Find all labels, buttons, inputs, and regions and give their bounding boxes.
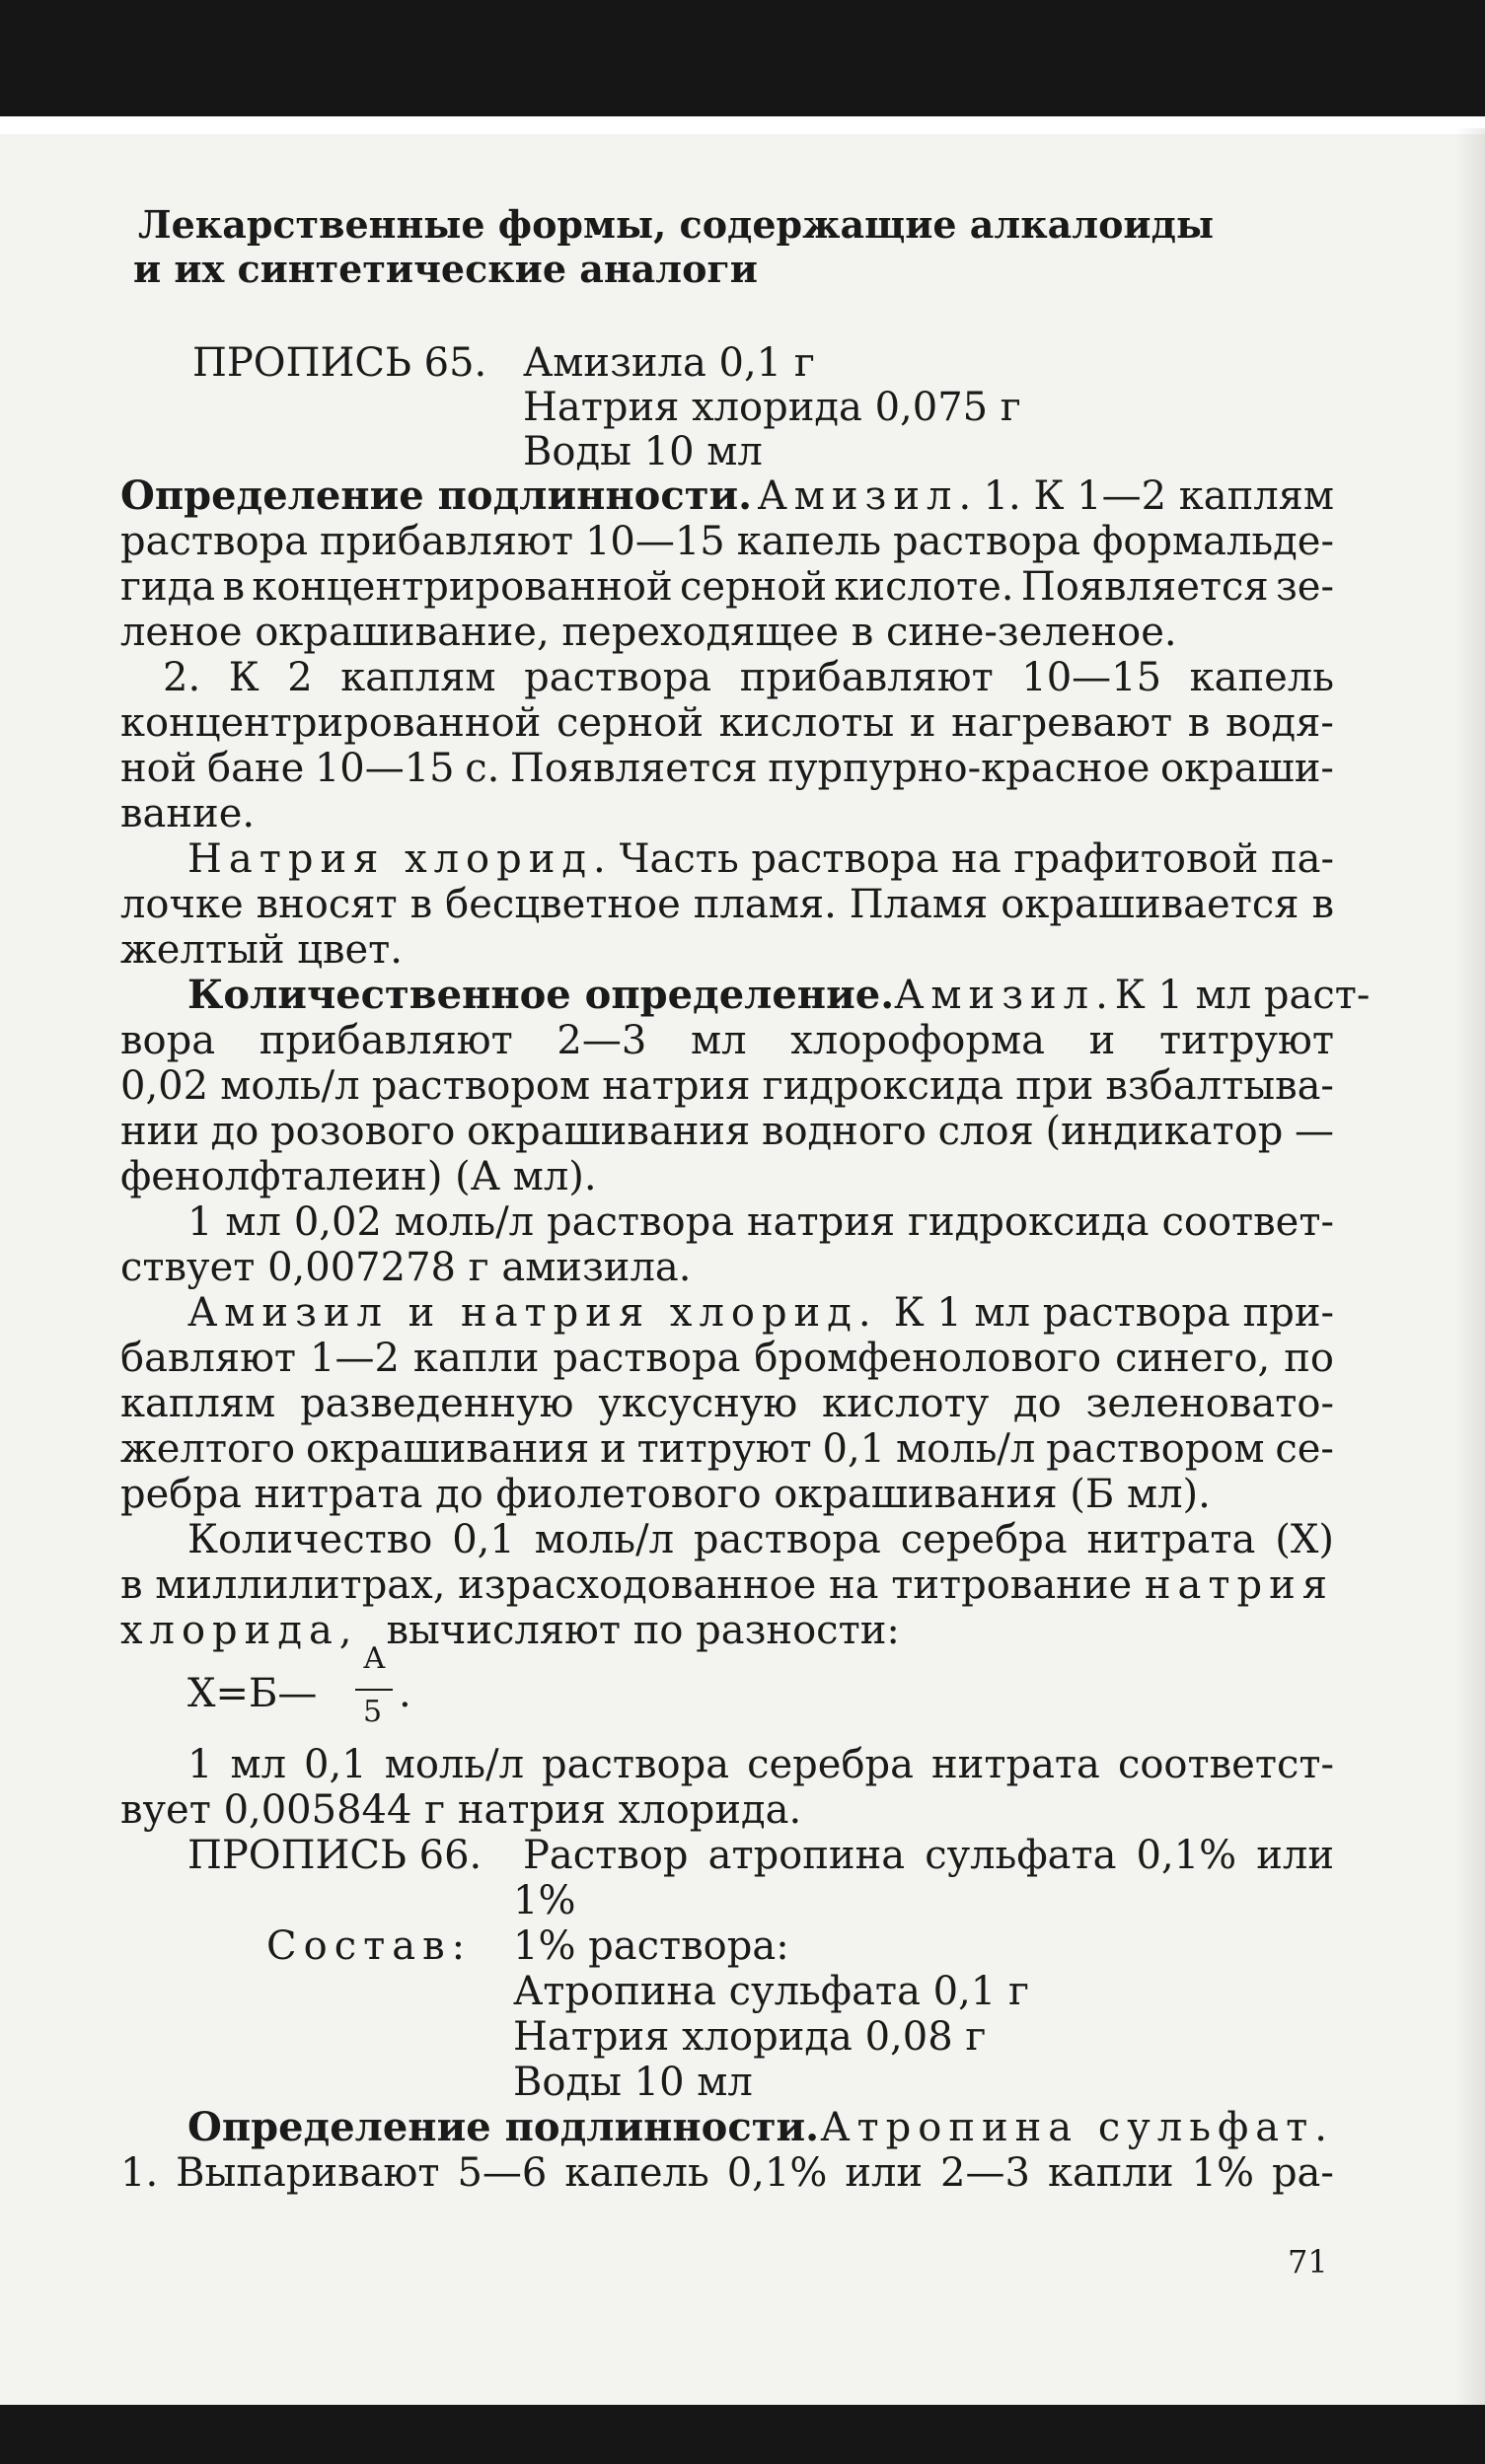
text-line: ствует 0,007278 г амизила. (120, 1245, 692, 1290)
word: пурпурно-красное (768, 746, 1151, 791)
text-line (163, 655, 1334, 700)
word: бромфенолового (754, 1336, 1102, 1381)
word: Пламя (849, 882, 989, 927)
text-line (187, 1742, 1334, 1787)
word: водного (761, 1109, 927, 1154)
text-line (120, 564, 1334, 610)
word: при (1015, 1063, 1094, 1109)
word: в (1187, 700, 1211, 746)
word: титруют (1158, 1018, 1334, 1063)
word: раствора (693, 1517, 881, 1562)
scan-border-top (0, 0, 1485, 128)
text-fragment-spaced: хлорида, (120, 1608, 359, 1653)
word: в (222, 564, 245, 610)
auth-title: Определение подлинности. (120, 472, 753, 519)
rx66-ingredient-1: Атропина сульфата 0,1 г (513, 1969, 1029, 2014)
rx66-title-line-2: 1% (513, 1878, 576, 1923)
text-line: леное окрашивание, переходящее в сине-зеленое. (120, 610, 1177, 655)
quant-title: Количественное определение. (187, 972, 895, 1018)
rx65-ingredient-2: Натрия хлорида 0,075 г (523, 385, 1021, 430)
word: серебра (747, 1742, 914, 1787)
word: до (1013, 1381, 1062, 1426)
word: раствором (1046, 1426, 1265, 1472)
text-fragment: К 1 мл раствора при- (893, 1290, 1334, 1336)
auth-subject: Амизил. (757, 473, 979, 519)
composition-head: 1% раствора: (513, 1923, 789, 1969)
section-heading-line-1: Лекарственные формы, содержащие алкалоиды (138, 202, 1215, 247)
word: 1. (120, 2150, 159, 2196)
word: нитрата (1086, 1517, 1256, 1562)
word: натрия (746, 1199, 896, 1245)
word: водя- (1225, 700, 1334, 746)
rx66-label: ПРОПИСЬ 66. (187, 1833, 483, 1878)
text-fragment: К 1 мл раст- (1114, 973, 1371, 1018)
word: капли (1047, 2150, 1174, 2196)
text-line (120, 473, 1334, 519)
text-line (120, 1562, 1334, 1608)
word: Появляется (509, 746, 758, 791)
word: розового (270, 1109, 456, 1154)
word: и (909, 700, 936, 746)
text-line (120, 1109, 1334, 1154)
text-line (120, 700, 1334, 746)
text-fragment: в миллилитрах, израсходованное на титрование (120, 1562, 1133, 1608)
word: раствора (893, 519, 1081, 564)
word: раствора (542, 1742, 730, 1787)
word: слоя (937, 1109, 1034, 1154)
word: (индикатор (1045, 1109, 1284, 1154)
word: раствором (371, 1063, 591, 1109)
text-line (120, 1063, 1334, 1109)
text-line: фенолфталеин) (А мл). (120, 1154, 597, 1199)
word: и (1088, 1018, 1116, 1063)
text-line (120, 1426, 1334, 1472)
word: 1% (1191, 2150, 1254, 2196)
word: бесцветное (445, 882, 681, 927)
composition-label: Состав: (266, 1923, 473, 1969)
word: моль/л (895, 1426, 1036, 1472)
formula-end: . (399, 1671, 411, 1716)
word: моль/л (394, 1199, 535, 1245)
word: капель (736, 519, 882, 564)
word: зе- (1275, 564, 1334, 610)
text-line: желтый цвет. (120, 927, 403, 973)
text-fragment-spaced: натрия (1144, 1562, 1334, 1608)
word: нагревают (951, 700, 1173, 746)
word: мл (230, 1742, 287, 1787)
text-line (120, 1381, 1334, 1426)
formula-denominator: 5 (363, 1695, 383, 1729)
rx66-ingredient-3: Воды 10 мл (513, 2060, 753, 2105)
word: ной (120, 746, 197, 791)
word: окрашивания (466, 1109, 751, 1154)
word: нитрата (931, 1742, 1100, 1787)
word: бавляют (120, 1336, 297, 1381)
word: в (1311, 882, 1334, 927)
word: 1—2 (310, 1336, 400, 1381)
word: раствора (524, 655, 712, 700)
text-line: ребра нитрата до фиолетового окрашивания (Б мл). (120, 1472, 1211, 1517)
word: прибавляют (259, 1018, 513, 1063)
nacl-subject: Натрия хлорид. (187, 836, 613, 882)
text-line (187, 1290, 1334, 1336)
word: атропина (707, 1833, 906, 1878)
word: 2. (163, 655, 201, 700)
word: окраши- (1160, 746, 1334, 791)
rx65-ingredient-1: Амизила 0,1 г (523, 340, 815, 386)
word: уксусную (598, 1381, 798, 1426)
word: хлороформа (790, 1018, 1045, 1063)
word: титруют (636, 1426, 812, 1472)
word: 0,1% (1136, 1833, 1237, 1878)
word: зеленовато- (1085, 1381, 1334, 1426)
word: концентрированной (120, 700, 542, 746)
word: 2—3 (557, 1018, 647, 1063)
text-line (187, 1517, 1334, 1562)
formula-left: X=Б— (187, 1671, 318, 1716)
word: гидроксида (762, 1063, 1004, 1109)
word: ра- (1271, 2150, 1334, 2196)
word: бане (206, 746, 305, 791)
text-fragment: 1. К 1—2 каплям (983, 473, 1334, 519)
word: взбалтыва- (1105, 1063, 1334, 1109)
word: гида (120, 564, 216, 610)
word: натрия (602, 1063, 751, 1109)
word: до (210, 1109, 260, 1154)
rx65-label: ПРОПИСЬ 65. (192, 340, 487, 386)
fraction-bar (355, 1689, 393, 1691)
text-line (187, 1199, 1334, 1245)
word: кислоты (718, 700, 895, 746)
word: моль/л (220, 1063, 360, 1109)
word: 2—3 (940, 2150, 1030, 2196)
text-fragment: Часть раствора на графитовой па- (619, 836, 1334, 882)
word: пламя. (693, 882, 837, 927)
word: вора (120, 1018, 216, 1063)
text-line: вание. (120, 791, 256, 836)
text-line (187, 836, 1334, 882)
word: концентрированной (252, 564, 673, 610)
word: 10—15 (314, 746, 455, 791)
text-line (120, 1336, 1334, 1381)
word: 2 (287, 655, 313, 700)
word: окрашивается (1001, 882, 1299, 927)
word: с. (465, 746, 500, 791)
word: раствора (553, 1336, 741, 1381)
word: капель (1189, 655, 1334, 700)
word: 0,1 (822, 1426, 886, 1472)
word: К (228, 655, 260, 700)
word: раствора (120, 519, 309, 564)
page-shadow (1455, 128, 1485, 2407)
rx65-ingredient-3: Воды 10 мл (523, 429, 763, 474)
word: 0,02 (293, 1199, 382, 1245)
word: разведенную (300, 1381, 574, 1426)
text-fragment: вычисляют по разности: (386, 1608, 900, 1653)
word: 0,1% (726, 2150, 828, 2196)
word: 10—15 (1021, 655, 1162, 700)
word: серной (556, 700, 705, 746)
word: или (1256, 1833, 1334, 1878)
both-subject: Амизил и натрия хлорид. (187, 1290, 878, 1336)
quant-subject: Амизил. (894, 973, 1115, 1018)
text-line (120, 2150, 1334, 2196)
word: Появляется (1020, 564, 1269, 610)
word: или (845, 2150, 924, 2196)
text-line (120, 882, 1334, 927)
word: моль/л (534, 1517, 674, 1562)
word: нии (120, 1109, 199, 1154)
word: 0,1 (304, 1742, 367, 1787)
word: 0,02 (120, 1063, 209, 1109)
word: серной (679, 564, 828, 610)
word: Выпаривают (176, 2150, 440, 2196)
word: соответст- (1117, 1742, 1334, 1787)
word: в (409, 882, 433, 927)
word: желтого (120, 1426, 296, 1472)
text-line (120, 1018, 1334, 1063)
word: лочке (120, 882, 244, 927)
word: по (1284, 1336, 1334, 1381)
word: формальде- (1092, 519, 1334, 564)
word: кислоту (822, 1381, 990, 1426)
scan-border-bottom (0, 2405, 1485, 2464)
text-line (187, 972, 1371, 1018)
word: сульфата (925, 1833, 1117, 1878)
word: вносят (256, 882, 398, 927)
word: соответ- (1161, 1199, 1334, 1245)
word: серебра (900, 1517, 1068, 1562)
section-heading-line-2: и их синтетические аналоги (133, 247, 758, 291)
word: окрашивания (305, 1426, 590, 1472)
word: каплям (120, 1381, 276, 1426)
word: прибавляют (739, 655, 994, 700)
word: раствора (547, 1199, 735, 1245)
rx66-ingredient-2: Натрия хлорида 0,08 г (513, 2014, 987, 2060)
word: Раствор (523, 1833, 689, 1878)
text-line (187, 2105, 1334, 2150)
word: мл (691, 1018, 747, 1063)
word: 1 (187, 1199, 213, 1245)
word: — (1295, 1109, 1334, 1154)
word: и (600, 1426, 627, 1472)
word: капли (412, 1336, 540, 1381)
word: 0,1 (452, 1517, 515, 1562)
word: се- (1275, 1426, 1334, 1472)
word: 10—15 (584, 519, 725, 564)
text-line: вует 0,005844 г натрия хлорида. (120, 1787, 802, 1833)
word: каплям (340, 655, 496, 700)
word: гидроксида (908, 1199, 1150, 1245)
word: прибавляют (320, 519, 573, 564)
word: моль/л (384, 1742, 524, 1787)
word: синего, (1115, 1336, 1271, 1381)
word: кислоте. (834, 564, 1014, 610)
word: 5—6 (457, 2150, 548, 2196)
word: капель (564, 2150, 709, 2196)
word: Количество (187, 1517, 433, 1562)
text-line (120, 746, 1334, 791)
word: (X) (1275, 1517, 1334, 1562)
page-number: 71 (1288, 2243, 1328, 2281)
formula (187, 1637, 483, 1746)
rx66-auth-title: Определение подлинности. (187, 2104, 820, 2150)
rx66-auth-subject: Атропина сульфат. (820, 2105, 1334, 2150)
word: 1 (187, 1742, 213, 1787)
text-line (120, 519, 1334, 564)
formula-numerator: А (363, 1641, 386, 1676)
word: мл (225, 1199, 281, 1245)
rx66-title-line-1 (523, 1833, 1334, 1878)
